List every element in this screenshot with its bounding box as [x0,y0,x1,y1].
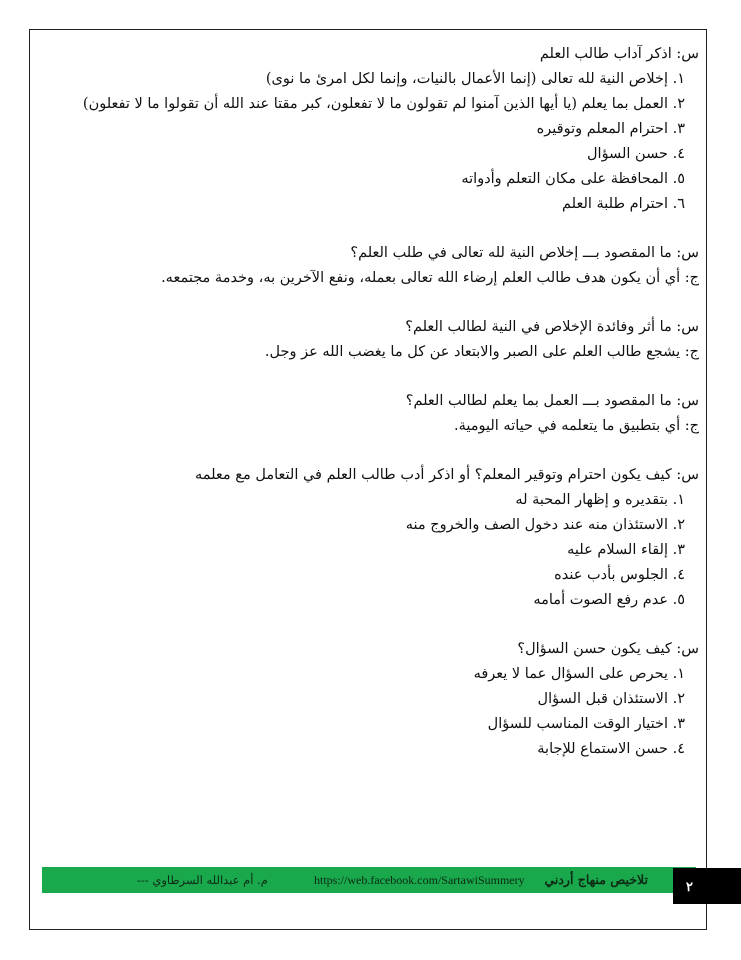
item-number: ٢ [677,691,685,707]
item-text: الجلوس بأدب عنده [554,567,668,583]
item-text: اختيار الوقت المناسب للسؤال [487,716,668,732]
answer-label: ج: [684,344,699,360]
footer-bar [42,867,696,893]
item-text: الاستئذان قبل السؤال [537,691,668,707]
item-number: ٤ [677,567,685,583]
list-item: ٢. الاستئذان قبل السؤال [59,687,685,712]
list-item: ٣. اختيار الوقت المناسب للسؤال [59,712,685,737]
question-label: س: [676,393,699,409]
qa-block-6 [59,637,699,762]
footer-author: م. أم عبدالله السرطاوي --- [137,873,268,887]
item-number: ١ [677,71,685,87]
question-label: س: [676,467,699,483]
question-6 [59,637,699,662]
list-item: ١. إخلاص النية لله تعالى (إنما الأعمال بالنيات، وإنما لكل امرئ ما نوى) [59,67,685,92]
question-text: كيف يكون احترام وتوقير المعلم؟ أو اذكر أدب طالب العلم في التعامل مع معلمه [194,467,672,483]
question-text: ما المقصود بـــ العمل بما يعلم لطالب العلم؟ [405,393,672,409]
question-label: س: [676,245,699,261]
question-text: ما أثر وفائدة الإخلاص في النية لطالب العلم؟ [405,319,672,335]
answer-list [59,488,699,613]
document-body [59,42,699,786]
list-item: ٤. حسن السؤال [59,142,685,167]
item-number: ٣ [677,542,685,558]
qa-block-2 [59,241,699,291]
item-number: ٥ [677,171,685,187]
item-text: المحافظة على مكان التعلم وأدواته [461,171,668,187]
page-number-box [673,868,741,904]
question-label: س: [676,46,699,62]
item-number: ٣ [677,716,685,732]
item-text: العمل بما يعلم (يا أيها الذين آمنوا لم تقولون ما لا تفعلون، كبر مقتا عند الله أن تقولوا ما لا تفعلون) [82,96,668,112]
answer-label: ج: [684,270,699,286]
list-item: ٤. الجلوس بأدب عنده [59,563,685,588]
item-text: حسن السؤال [587,146,668,162]
item-text: يحرص على السؤال عما لا يعرفه [473,666,668,682]
question-label: س: [676,319,699,335]
qa-block-3 [59,315,699,365]
question-label: س: [676,641,699,657]
question-3 [59,315,699,340]
answer-list [59,67,699,217]
list-item: ٣. إلقاء السلام عليه [59,538,685,563]
answer-2 [59,266,699,291]
item-number: ٤ [677,741,685,757]
item-text: بتقديره و إظهار المحبة له [515,492,668,508]
question-1 [59,42,699,67]
answer-text: أي بتطبيق ما يتعلمه في حياته اليومية. [453,418,681,434]
footer-title: تلاخيص منهاج أردني [544,872,648,887]
item-number: ١ [677,492,685,508]
list-item: ١. بتقديره و إظهار المحبة له [59,488,685,513]
item-text: إلقاء السلام عليه [567,542,668,558]
list-item: ٦. احترام طلبة العلم [59,192,685,217]
list-item: ٥. المحافظة على مكان التعلم وأدواته [59,167,685,192]
qa-block-4 [59,389,699,439]
item-number: ٢ [677,517,685,533]
item-text: عدم رفع الصوت أمامه [533,592,668,608]
question-text: اذكر آداب طالب العلم [539,46,672,62]
answer-3 [59,340,699,365]
qa-block-1 [59,42,699,217]
answer-label: ج: [684,418,699,434]
footer-url-link[interactable]: https://web.facebook.com/SartawiSummery [314,873,525,887]
answer-text: يشجع طالب العلم على الصبر والابتعاد عن كل ما يغضب الله عز وجل. [264,344,681,360]
question-4 [59,389,699,414]
item-number: ٦ [677,196,685,212]
question-text: كيف يكون حسن السؤال؟ [517,641,672,657]
answer-text: أي أن يكون هدف طالب العلم إرضاء الله تعالى بعمله، ونفع الآخرين به، وخدمة مجتمعه. [161,270,681,286]
list-item: ٣. احترام المعلم وتوقيره [59,117,685,142]
item-number: ٤ [677,146,685,162]
item-number: ٢ [677,96,685,112]
item-text: احترام المعلم وتوقيره [536,121,668,137]
item-number: ٣ [677,121,685,137]
list-item: ٥. عدم رفع الصوت أمامه [59,588,685,613]
item-text: حسن الاستماع للإجابة [537,741,668,757]
page-number: ٢ [686,880,693,895]
list-item: ٤. حسن الاستماع للإجابة [59,737,685,762]
question-text: ما المقصود بـــ إخلاص النية لله تعالى في طلب العلم؟ [350,245,672,261]
item-text: احترام طلبة العلم [562,196,668,212]
question-5 [59,463,699,488]
qa-block-5 [59,463,699,613]
answer-4 [59,414,699,439]
item-text: إخلاص النية لله تعالى (إنما الأعمال بالنيات، وإنما لكل امرئ ما نوى) [265,71,668,87]
question-2 [59,241,699,266]
item-text: الاستئذان منه عند دخول الصف والخروج منه [405,517,668,533]
list-item: ٢. الاستئذان منه عند دخول الصف والخروج منه [59,513,685,538]
item-number: ٥ [677,592,685,608]
list-item: ٢. العمل بما يعلم (يا أيها الذين آمنوا لم تقولون ما لا تفعلون، كبر مقتا عند الله أن تقولوا ما لا تفعلون) [59,92,685,117]
item-number: ١ [677,666,685,682]
list-item: ١. يحرص على السؤال عما لا يعرفه [59,662,685,687]
answer-list [59,662,699,762]
